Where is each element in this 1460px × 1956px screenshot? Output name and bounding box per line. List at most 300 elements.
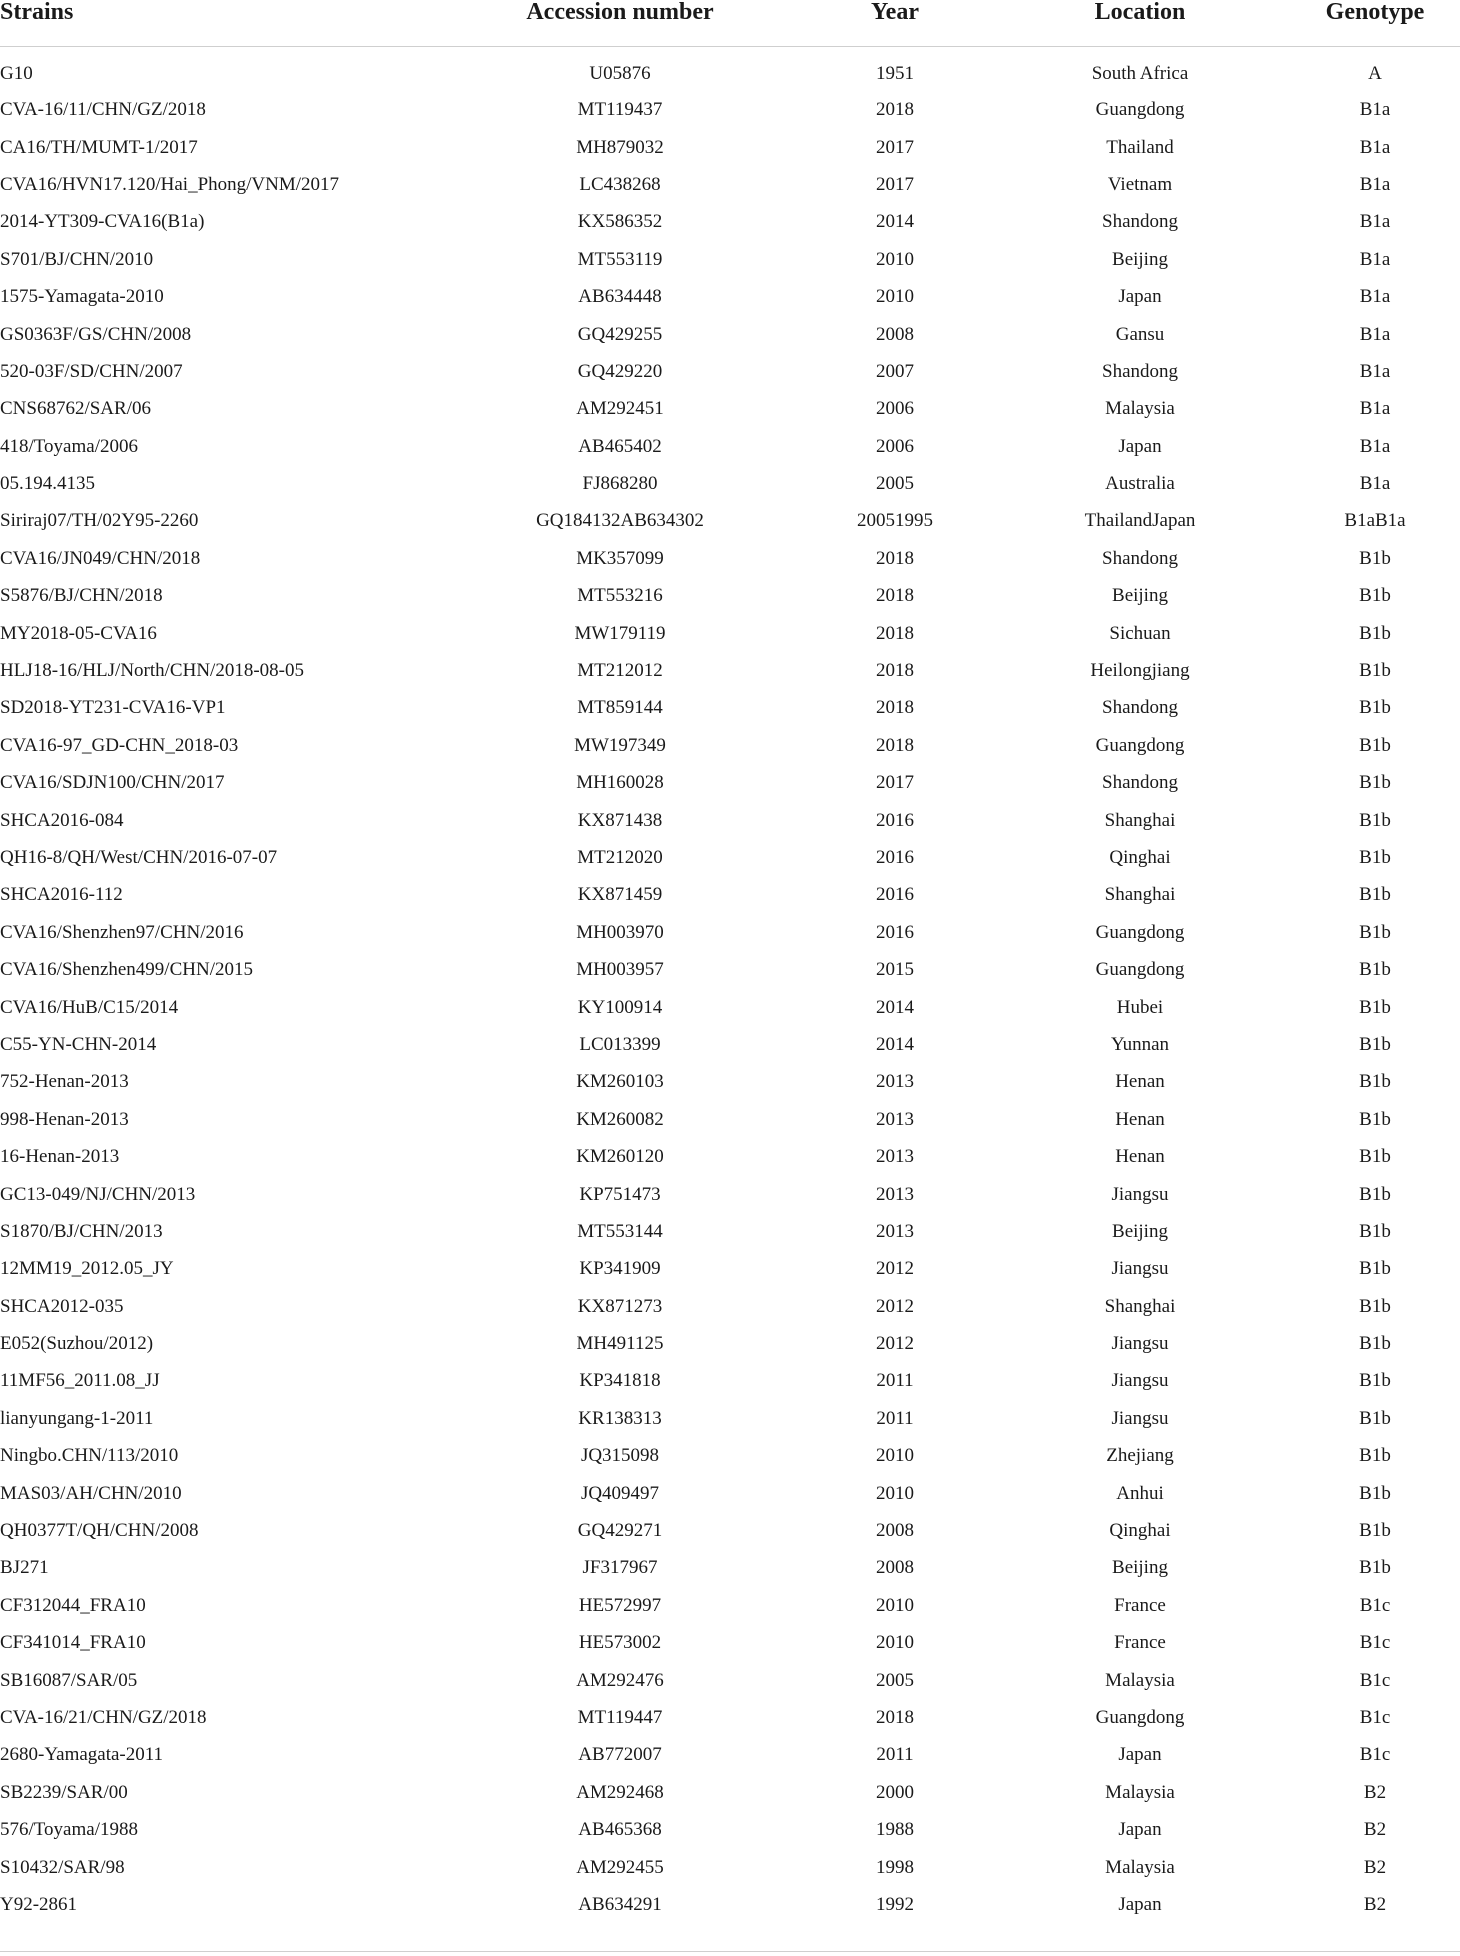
cell-location: Shandong <box>1102 211 1178 233</box>
cell-year: 2007 <box>876 360 914 382</box>
cell-strain: S5876/BJ/CHN/2018 <box>0 585 163 607</box>
cell-genotype: B1a <box>1359 360 1391 382</box>
cell-genotype: B1b <box>1359 1071 1391 1093</box>
table-row <box>0 1587 1460 1624</box>
table-row <box>0 1886 1460 1923</box>
cell-genotype: B1b <box>1359 847 1391 868</box>
cell-location: Japan <box>1118 1819 1162 1841</box>
table-row <box>0 951 1460 988</box>
cell-location: Shanghai <box>1104 884 1176 906</box>
table-body <box>0 47 1460 1924</box>
cell-year: 1998 <box>876 1856 914 1878</box>
table-row <box>0 1774 1460 1811</box>
cell-location: Shandong <box>1102 697 1178 719</box>
cell-strain: CF341014_FRA10 <box>0 1632 146 1654</box>
table-row <box>0 1737 1460 1774</box>
cell-location: Thailand <box>1106 136 1174 158</box>
cell-accession-number: U05876 <box>589 63 651 85</box>
table-row <box>0 615 1460 652</box>
cell-genotype: B1a <box>1359 211 1391 233</box>
header-strains: Strains <box>0 0 440 47</box>
cell-accession-number: KM260082 <box>576 1108 664 1130</box>
table-row <box>0 1251 1460 1288</box>
cell-year: 2018 <box>876 697 914 719</box>
header-row <box>0 0 1460 47</box>
cell-accession-number: MT553144 <box>577 1220 663 1242</box>
cell-strain: CVA16/Shenzhen499/CHN/2015 <box>0 959 253 981</box>
cell-accession-number: MH003957 <box>576 959 664 981</box>
cell-accession-number: MT859144 <box>577 697 663 719</box>
cell-location: Japan <box>1118 1893 1162 1915</box>
cell-year: 2017 <box>876 173 914 195</box>
cell-accession-number: GQ429255 <box>577 323 663 345</box>
cell-strain: HLJ18-16/HLJ/North/CHN/2018-08-05 <box>0 660 304 682</box>
table-row <box>0 204 1460 241</box>
cell-year: 2010 <box>876 1445 914 1467</box>
cell-genotype: B1aB1a <box>1344 510 1406 532</box>
cell-location: Beijing <box>1112 1220 1168 1242</box>
cell-location: Malaysia <box>1105 1856 1175 1878</box>
cell-year: 2013 <box>876 1108 914 1130</box>
cell-accession-number: MH879032 <box>576 136 664 158</box>
cell-accession-number: KX871438 <box>577 809 663 831</box>
cell-location: Guangdong <box>1095 99 1185 121</box>
cell-accession-number: KM260120 <box>576 1146 664 1168</box>
cell-year: 2012 <box>876 1333 914 1355</box>
cell-genotype: B1b <box>1359 734 1391 756</box>
cell-genotype: B1a <box>1359 398 1391 420</box>
cell-strain: CVA-16/21/CHN/GZ/2018 <box>0 1706 207 1728</box>
cell-accession-number: LC438268 <box>579 173 661 195</box>
cell-accession-number: MK357099 <box>576 547 664 569</box>
cell-year: 2010 <box>876 1594 914 1616</box>
cell-genotype: B1c <box>1359 1632 1391 1654</box>
cell-genotype: B1b <box>1359 547 1391 569</box>
cell-year: 2016 <box>876 847 914 868</box>
cell-year: 2010 <box>876 248 914 270</box>
cell-location: Japan <box>1118 1744 1162 1766</box>
cell-strain: 16-Henan-2013 <box>0 1146 120 1168</box>
cell-accession-number: AB465368 <box>578 1819 662 1841</box>
cell-strain: CA16/TH/MUMT-1/2017 <box>0 136 198 158</box>
table-row <box>0 278 1460 315</box>
cell-accession-number: KX871273 <box>577 1295 663 1317</box>
cell-accession-number: AB634291 <box>578 1893 662 1915</box>
cell-strain: 1575-Yamagata-2010 <box>0 286 164 308</box>
cell-genotype: B1b <box>1359 1445 1391 1467</box>
cell-strain: 998-Henan-2013 <box>0 1108 129 1130</box>
cell-genotype: B2 <box>1363 1819 1387 1841</box>
table-row <box>0 1849 1460 1886</box>
cell-accession-number: AB465402 <box>578 435 662 457</box>
cell-year: 2018 <box>876 1706 914 1728</box>
cell-genotype: B1b <box>1359 697 1391 719</box>
cell-location: Yunnan <box>1110 1033 1170 1055</box>
cell-accession-number: MT212012 <box>577 660 663 682</box>
cell-location: Henan <box>1115 1146 1165 1168</box>
cell-year: 2005 <box>876 473 914 495</box>
cell-year: 2013 <box>876 1071 914 1093</box>
table-row <box>0 1138 1460 1175</box>
cell-strain: MY2018-05-CVA16 <box>0 622 157 644</box>
cell-genotype: B1c <box>1359 1669 1391 1691</box>
cell-accession-number: JF317967 <box>582 1557 658 1579</box>
cell-location: Australia <box>1105 473 1175 495</box>
cell-strain: CVA16/HVN17.120/Hai_Phong/VNM/2017 <box>0 173 340 195</box>
cell-strain: CVA-16/11/CHN/GZ/2018 <box>0 99 206 121</box>
table-row <box>0 391 1460 428</box>
cell-strain: CVA16/HuB/C15/2014 <box>0 996 179 1018</box>
cell-location: Qinghai <box>1109 847 1171 868</box>
cell-location: Guangdong <box>1095 734 1185 756</box>
cell-genotype: B1a <box>1359 435 1391 457</box>
cell-accession-number: MT119437 <box>577 99 663 121</box>
cell-location: Japan <box>1118 286 1162 308</box>
cell-genotype: B1b <box>1359 1033 1391 1055</box>
cell-location: Vietnam <box>1107 173 1173 195</box>
table-row <box>0 1026 1460 1063</box>
table-row <box>0 1288 1460 1325</box>
cell-genotype: A <box>1368 63 1382 85</box>
cell-genotype: B1b <box>1359 1295 1391 1317</box>
table-row <box>0 540 1460 577</box>
table-row <box>0 1400 1460 1437</box>
table-row <box>0 652 1460 689</box>
cell-accession-number: MT119447 <box>577 1706 663 1728</box>
cell-strain: CVA16/JN049/CHN/2018 <box>0 547 201 569</box>
cell-genotype: B1b <box>1359 1108 1391 1130</box>
cell-genotype: B2 <box>1363 1856 1387 1878</box>
cell-location: Heilongjiang <box>1090 660 1190 682</box>
cell-accession-number: MT553119 <box>577 248 663 270</box>
cell-location: Jiangsu <box>1111 1258 1169 1280</box>
cell-location: Henan <box>1115 1071 1165 1093</box>
cell-genotype: B1b <box>1359 959 1391 981</box>
cell-strain: CVA16-97_GD-CHN_2018-03 <box>0 734 239 756</box>
cell-year: 2000 <box>876 1781 914 1803</box>
cell-location: Sichuan <box>1109 622 1171 644</box>
cell-genotype: B1a <box>1359 473 1391 495</box>
table-row <box>0 1699 1460 1736</box>
table-row <box>0 1213 1460 1250</box>
cell-year: 2006 <box>876 435 914 457</box>
cell-genotype: B1b <box>1359 1557 1391 1579</box>
cell-accession-number: KX586352 <box>577 211 663 233</box>
table-row <box>0 690 1460 727</box>
table-row <box>0 428 1460 465</box>
cell-year: 2005 <box>876 1669 914 1691</box>
table-row <box>0 47 1460 92</box>
cell-genotype: B1a <box>1359 323 1391 345</box>
cell-strain: SD2018-YT231-CVA16-VP1 <box>0 697 226 719</box>
table-row <box>0 1176 1460 1213</box>
cell-year: 2013 <box>876 1146 914 1168</box>
cell-year: 2017 <box>876 772 914 794</box>
cell-genotype: B1b <box>1359 1183 1391 1205</box>
cell-accession-number: JQ409497 <box>580 1482 660 1504</box>
table-row <box>0 877 1460 914</box>
table-row <box>0 839 1460 876</box>
cell-strain: Y92-2861 <box>0 1893 78 1915</box>
cell-location: Shandong <box>1102 360 1178 382</box>
cell-strain: SB2239/SAR/00 <box>0 1781 128 1803</box>
table-row <box>0 316 1460 353</box>
cell-location: Guangdong <box>1095 959 1185 981</box>
cell-accession-number: MT553216 <box>577 585 663 607</box>
cell-location: Japan <box>1118 435 1162 457</box>
table-row <box>0 241 1460 278</box>
cell-year: 1992 <box>876 1893 914 1915</box>
cell-accession-number: MH160028 <box>576 772 664 794</box>
table-row <box>0 1475 1460 1512</box>
cell-year: 2012 <box>876 1258 914 1280</box>
cell-year: 2011 <box>876 1744 914 1766</box>
cell-year: 2008 <box>876 1557 914 1579</box>
cell-strain: GC13-049/NJ/CHN/2013 <box>0 1183 196 1205</box>
cell-strain: CF312044_FRA10 <box>0 1594 146 1616</box>
cell-accession-number: GQ429271 <box>577 1520 663 1542</box>
cell-location: Malaysia <box>1105 1669 1175 1691</box>
cell-location: Anhui <box>1116 1482 1164 1504</box>
cell-accession-number: MH003970 <box>576 921 664 943</box>
cell-accession-number: GQ429220 <box>577 360 663 382</box>
cell-location: Malaysia <box>1105 398 1175 420</box>
table-row <box>0 353 1460 390</box>
cell-year: 20051995 <box>857 510 933 532</box>
cell-accession-number: AM292455 <box>576 1856 664 1878</box>
cell-strain: C55-YN-CHN-2014 <box>0 1033 157 1055</box>
cell-location: Shanghai <box>1104 809 1176 831</box>
cell-year: 1951 <box>876 63 914 85</box>
cell-year: 2013 <box>876 1183 914 1205</box>
cell-year: 2010 <box>876 286 914 308</box>
cell-accession-number: HE573002 <box>578 1632 662 1654</box>
cell-location: Qinghai <box>1109 1520 1171 1542</box>
cell-year: 2017 <box>876 136 914 158</box>
table-row <box>0 989 1460 1026</box>
cell-year: 2008 <box>876 323 914 345</box>
cell-strain: E052(Suzhou/2012) <box>0 1333 154 1355</box>
header-genotype: Genotype <box>1290 0 1460 47</box>
cell-genotype: B1a <box>1359 173 1391 195</box>
cell-location: ThailandJapan <box>1084 510 1196 532</box>
cell-location: France <box>1114 1594 1166 1616</box>
cell-strain: 576/Toyama/1988 <box>0 1819 138 1841</box>
table-row <box>0 1811 1460 1848</box>
cell-location: Hubei <box>1116 996 1164 1018</box>
table-row <box>0 914 1460 951</box>
cell-strain: 05.194.4135 <box>0 473 95 495</box>
table-row <box>0 1064 1460 1101</box>
cell-year: 2012 <box>876 1295 914 1317</box>
cell-strain: S10432/SAR/98 <box>0 1856 125 1878</box>
cell-strain: SHCA2012-035 <box>0 1295 124 1317</box>
cell-accession-number: MW197349 <box>574 734 666 756</box>
cell-strain: SHCA2016-112 <box>0 884 123 906</box>
cell-genotype: B1c <box>1359 1594 1391 1616</box>
cell-accession-number: KY100914 <box>577 996 663 1018</box>
cell-strain: QH16-8/QH/West/CHN/2016-07-07 <box>0 847 278 868</box>
table-row <box>0 1662 1460 1699</box>
cell-year: 2018 <box>876 585 914 607</box>
cell-genotype: B1b <box>1359 1520 1391 1542</box>
cell-year: 2014 <box>876 211 914 233</box>
cell-accession-number: GQ184132AB634302 <box>536 510 704 532</box>
table-row <box>0 166 1460 203</box>
table-row <box>0 1550 1460 1587</box>
cell-genotype: B1b <box>1359 660 1391 682</box>
table-row <box>0 1438 1460 1475</box>
cell-strain: S1870/BJ/CHN/2013 <box>0 1220 163 1242</box>
cell-location: Guangdong <box>1095 921 1185 943</box>
cell-strain: SHCA2016-084 <box>0 809 124 831</box>
header-location: Location <box>990 0 1290 47</box>
cell-accession-number: AM292451 <box>576 398 664 420</box>
cell-genotype: B1b <box>1359 1146 1391 1168</box>
cell-genotype: B1a <box>1359 99 1391 121</box>
cell-accession-number: KX871459 <box>577 884 663 906</box>
cell-accession-number: KP341818 <box>579 1370 661 1392</box>
cell-year: 2010 <box>876 1482 914 1504</box>
cell-year: 2015 <box>876 959 914 981</box>
cell-genotype: B1b <box>1359 1407 1391 1429</box>
cell-accession-number: JQ315098 <box>580 1445 660 1467</box>
table-row <box>0 129 1460 166</box>
cell-year: 2014 <box>876 996 914 1018</box>
cell-location: Guangdong <box>1095 1706 1185 1728</box>
header-year: Year <box>800 0 990 47</box>
cell-year: 2018 <box>876 547 914 569</box>
cell-strain: GS0363F/GS/CHN/2008 <box>0 323 192 345</box>
cell-year: 2018 <box>876 734 914 756</box>
cell-year: 2008 <box>876 1520 914 1542</box>
cell-strain: 12MM19_2012.05_JY <box>0 1258 174 1280</box>
cell-accession-number: KP341909 <box>579 1258 661 1280</box>
cell-genotype: B1b <box>1359 996 1391 1018</box>
cell-genotype: B1b <box>1359 1258 1391 1280</box>
table-row <box>0 503 1460 540</box>
cell-year: 2018 <box>876 660 914 682</box>
cell-year: 2013 <box>876 1220 914 1242</box>
cell-strain: S701/BJ/CHN/2010 <box>0 248 154 270</box>
cell-accession-number: AM292468 <box>576 1781 664 1803</box>
cell-strain: CNS68762/SAR/06 <box>0 398 151 420</box>
header-accession-number: Accession number <box>440 0 800 47</box>
cell-location: Shandong <box>1102 772 1178 794</box>
cell-location: Shandong <box>1102 547 1178 569</box>
cell-location: Beijing <box>1112 585 1168 607</box>
cell-genotype: B1b <box>1359 884 1391 906</box>
cell-year: 2014 <box>876 1033 914 1055</box>
cell-genotype: B1c <box>1359 1744 1391 1766</box>
cell-accession-number: MH491125 <box>576 1333 664 1355</box>
cell-genotype: B1b <box>1359 1482 1391 1504</box>
cell-genotype: B1a <box>1359 136 1391 158</box>
cell-accession-number: AB634448 <box>578 286 662 308</box>
cell-year: 2011 <box>876 1370 914 1392</box>
cell-accession-number: MT212020 <box>577 847 663 868</box>
cell-location: Gansu <box>1115 323 1165 345</box>
cell-year: 2018 <box>876 99 914 121</box>
table-row <box>0 802 1460 839</box>
cell-strain: 2680-Yamagata-2011 <box>0 1744 164 1766</box>
cell-accession-number: HE572997 <box>578 1594 662 1616</box>
cell-accession-number: FJ868280 <box>582 473 658 495</box>
cell-location: Malaysia <box>1105 1781 1175 1803</box>
table-row <box>0 92 1460 129</box>
table-row <box>0 1625 1460 1662</box>
cell-location: Jiangsu <box>1111 1333 1169 1355</box>
cell-genotype: B1b <box>1359 1370 1391 1392</box>
table-row <box>0 578 1460 615</box>
cell-location: Zhejiang <box>1106 1445 1174 1467</box>
cell-year: 2016 <box>876 809 914 831</box>
table-row <box>0 727 1460 764</box>
cell-genotype: B2 <box>1363 1781 1387 1803</box>
cell-strain: 2014-YT309-CVA16(B1a) <box>0 211 205 233</box>
cell-genotype: B1c <box>1359 1706 1391 1728</box>
table-row <box>0 765 1460 802</box>
cell-location: Beijing <box>1112 1557 1168 1579</box>
cell-location: France <box>1114 1632 1166 1654</box>
table-row <box>0 1512 1460 1549</box>
cell-year: 1988 <box>876 1819 914 1841</box>
cell-accession-number: LC013399 <box>579 1033 661 1055</box>
cell-strain: lianyungang-1-2011 <box>0 1407 154 1429</box>
table-row <box>0 465 1460 502</box>
cell-genotype: B1b <box>1359 1220 1391 1242</box>
cell-strain: MAS03/AH/CHN/2010 <box>0 1482 182 1504</box>
cell-accession-number: KM260103 <box>576 1071 664 1093</box>
cell-accession-number: MW179119 <box>574 622 666 644</box>
cell-strain: 752-Henan-2013 <box>0 1071 129 1093</box>
cell-year: 2016 <box>876 884 914 906</box>
cell-genotype: B1a <box>1359 248 1391 270</box>
cell-location: Jiangsu <box>1111 1407 1169 1429</box>
cell-year: 2010 <box>876 1632 914 1654</box>
cell-location: Jiangsu <box>1111 1370 1169 1392</box>
cell-location: Shanghai <box>1104 1295 1176 1317</box>
cell-genotype: B1b <box>1359 772 1391 794</box>
cell-strain: BJ271 <box>0 1557 49 1579</box>
cell-location: Henan <box>1115 1108 1165 1130</box>
cell-accession-number: AM292476 <box>576 1669 664 1691</box>
cell-genotype: B1a <box>1359 286 1391 308</box>
cell-strain: 418/Toyama/2006 <box>0 435 138 457</box>
cell-strain: CVA16/Shenzhen97/CHN/2016 <box>0 921 244 943</box>
cell-year: 2018 <box>876 622 914 644</box>
cell-genotype: B1b <box>1359 809 1391 831</box>
cell-strain: SB16087/SAR/05 <box>0 1669 138 1691</box>
cell-genotype: B1b <box>1359 585 1391 607</box>
cell-accession-number: KP751473 <box>579 1183 661 1205</box>
cell-genotype: B1b <box>1359 1333 1391 1355</box>
cell-year: 2011 <box>876 1407 914 1429</box>
cell-accession-number: AB772007 <box>578 1744 662 1766</box>
cell-strain: 11MF56_2011.08_JJ <box>0 1370 160 1392</box>
table-row <box>0 1101 1460 1138</box>
cell-year: 2006 <box>876 398 914 420</box>
cell-genotype: B1b <box>1359 921 1391 943</box>
cell-strain: 520-03F/SD/CHN/2007 <box>0 360 183 382</box>
cell-strain: Siriraj07/TH/02Y95-2260 <box>0 510 199 532</box>
cell-year: 2016 <box>876 921 914 943</box>
cell-location: Beijing <box>1112 248 1168 270</box>
table-bottom-rule <box>0 1951 1460 1952</box>
cell-strain: CVA16/SDJN100/CHN/2017 <box>0 772 225 794</box>
cell-location: Jiangsu <box>1111 1183 1169 1205</box>
cell-genotype: B2 <box>1363 1893 1387 1915</box>
